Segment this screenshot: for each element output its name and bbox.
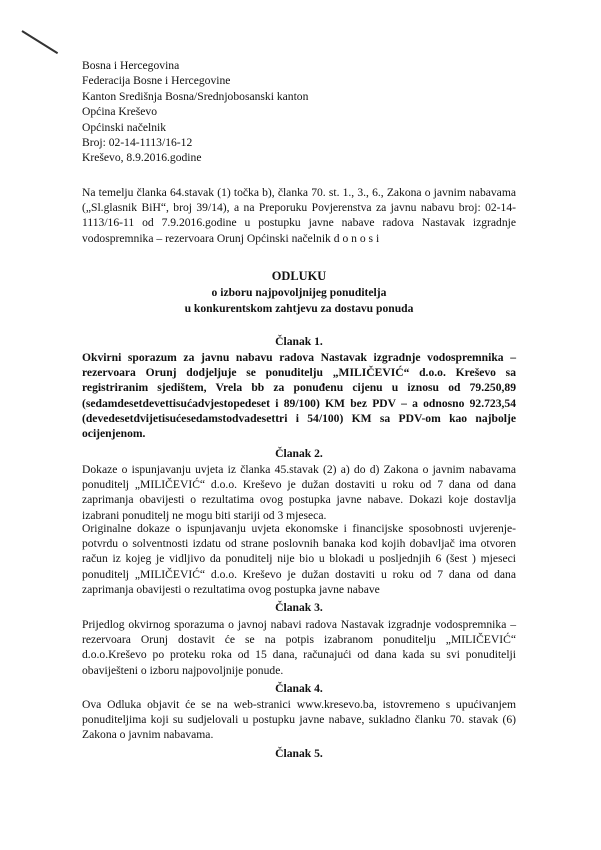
article-2-text-1: Dokaze o ispunjavanju uvjeta iz članka 45.stavak (2) a) do d) Zakona o javnim nabavama ponuditelj „MILIČEVIĆ“ d.o.o. Kreševo je dužan dostaviti u roku od 7 dana od dana zaprimanja obavijesti o rezultatima ovog postupka javne nabave. Dokazi koje dostavlja izabrani ponuditelj ne mogu biti stariji od 3 mjeseca. [82, 463, 516, 522]
header-canton: Kanton Središnja Bosna/Srednjobosanski kanton [82, 89, 309, 103]
article-5-heading: Članak 5. [275, 747, 323, 760]
article-1-heading: Članak 1. [275, 335, 323, 348]
article-4-heading: Članak 4. [275, 682, 323, 695]
document-header [82, 58, 308, 166]
article-2-heading: Članak 2. [275, 447, 323, 460]
decision-subtitle-2: u konkurentskom zahtjevu za dostavu ponuda [184, 302, 414, 315]
header-place-date: Kreševo, 8.9.2016.godine [82, 151, 202, 165]
decision-title: ODLUKU [271, 269, 327, 283]
header-reference-number: Broj: 02-14-1113/16-12 [82, 136, 193, 150]
header-country: Bosna i Hercegovina [82, 59, 180, 72]
header-municipality: Općina Kreševo [82, 105, 158, 119]
article-3-heading: Članak 3. [275, 601, 323, 614]
article-2-text-2: Originalne dokaze o ispunjavanju uvjeta ekonomske i financijske sposobnosti uvjerenje-potvrdu o solventnosti izdatu od strane poslovnih banaka kod kojih dobavljač ima otvoren račun iz kojeg je vidljivo da ponuditelj nije bio u blokadi u posljednjih 6 (šest ) mjeseci ponuditelj „MILIČEVIĆ“ d.o.o. Kreševo je dužan dostaviti u roku od 7 dana od dana zaprimanja obavijesti o rezultatima ovog postupka javne nabave [82, 522, 516, 596]
decision-subtitle-1: o izboru najpovoljnijeg ponuditelja [211, 286, 387, 299]
article-3-text: Prijedlog okvirnog sporazuma o javnoj nabavi radova Nastavak izgradnje vodospremnika – rezervoara Orunj dostavit će se na potpis izabranom ponuditelju „MILIČEVIĆ“ d.o.o.Kreševo po proteku roka od 15 dana, računajući od dana kada su svi ponuditelji obaviješteni o izboru najpovoljnije ponude. [82, 618, 516, 677]
article-1-text: Okvirni sporazum za javnu nabavu radova Nastavak izgradnje vodospremnika – rezervoara Orunj dodjeljuje se ponuditelju „MILIČEVIĆ“ d.o.o. Kreševo sa registriranim sjedištem, Vrela bb za ponuđenu cijenu u iznosu od 79.250,89 (sedamdesetdevettisućadvjestopedeset i 89/100) KM bez PDV – a odnosno 92.723,54 (devedesetdvijetisućesedamstodvadesettri i 54/100) KM sa PDV-om kao najbolje ocijenjenom. [82, 351, 516, 441]
header-federation: Federacija Bosne i Hercegovine [82, 74, 231, 88]
intro-paragraph: Na temelju članka 64.stavak (1) točka b), članka 70. st. 1., 3., 6., Zakona o javnim nabavama („Sl.glasnik BiH“, broj 39/14), a na Preporuku Povjerenstva za javnu nabavu broj: 02-14-1113/16-11 od 7.9.2016.godine u postupku javne nabave radova Nastavak izgradnje vodospremnika – rezervoara Orunj Općinski načelnik d o n o s i [82, 186, 516, 245]
header-office: Općinski načelnik [82, 120, 167, 134]
article-4-text: Ova Odluka objavit će se na web-stranici www.kresevo.ba, istovremeno s upućivanjem ponuditeljima koji su sudjelovali u postupku javne nabave, sukladno članku 70. stavak (6) Zakona o javnim nabavama. [82, 698, 516, 742]
scan-mark [21, 30, 58, 54]
